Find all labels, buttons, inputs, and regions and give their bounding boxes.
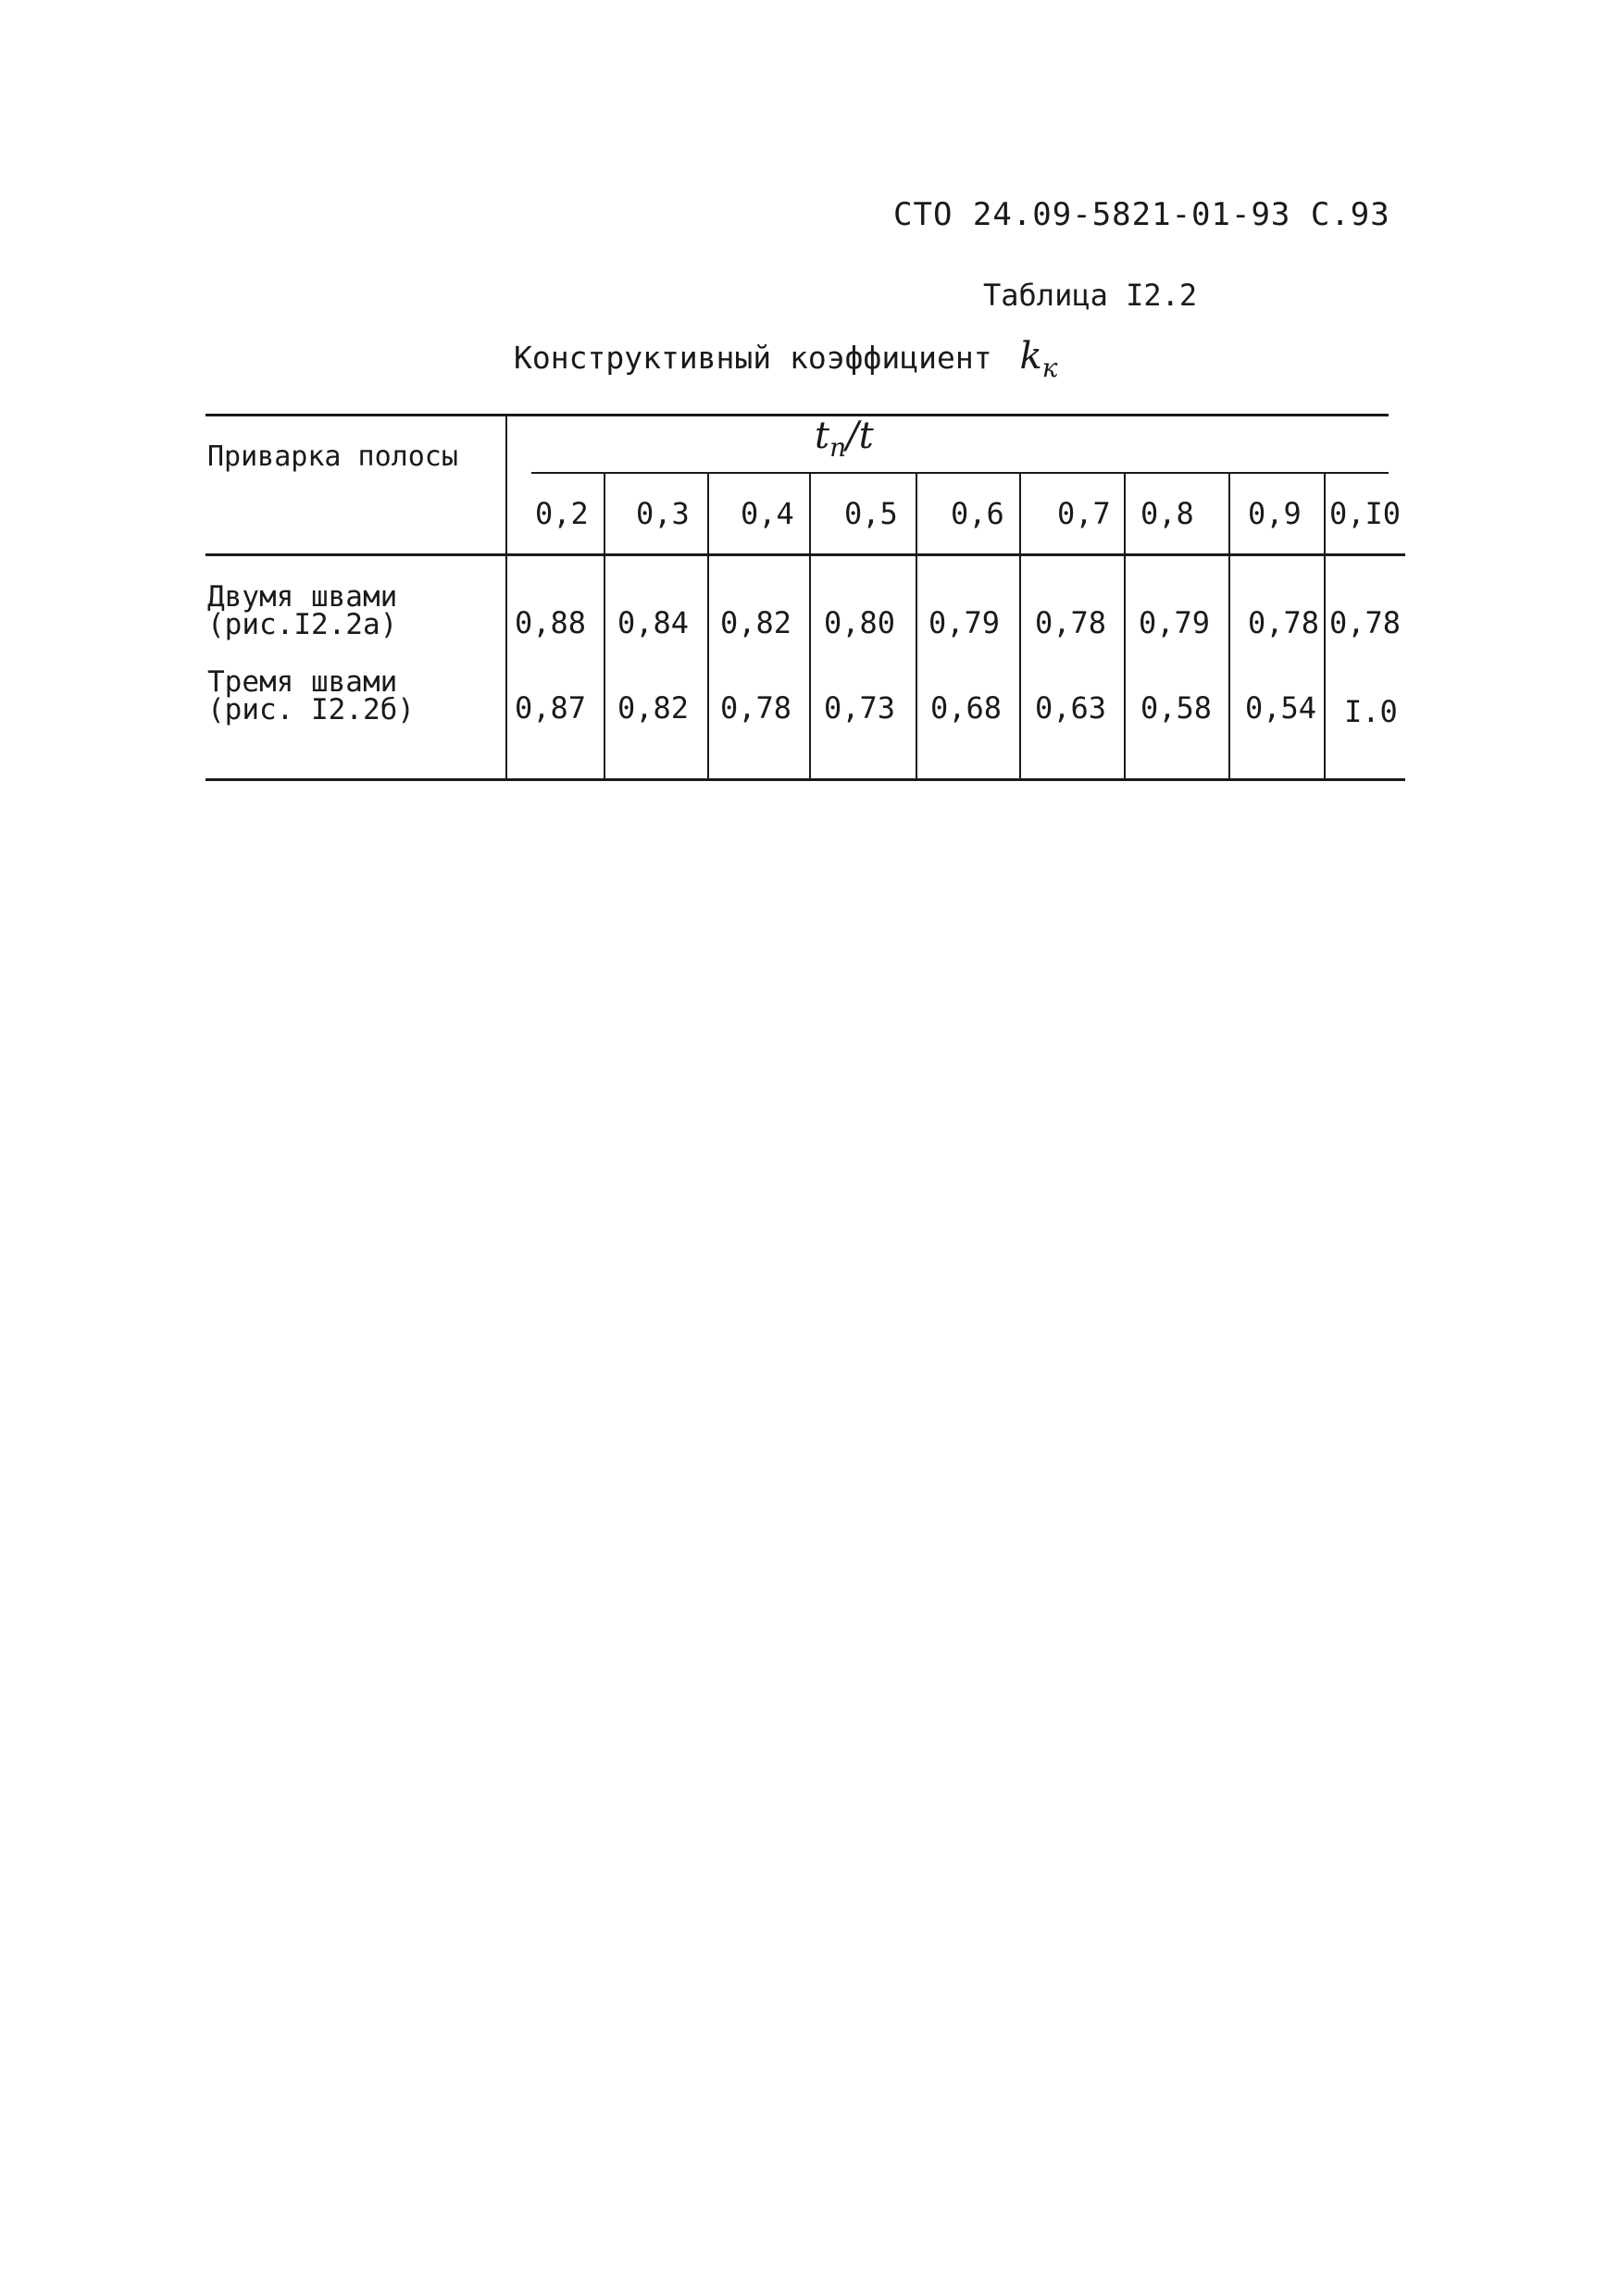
column-rule [1228, 472, 1230, 780]
column-rule [1019, 472, 1021, 780]
column-header: 0,8 [1140, 496, 1194, 531]
table-cell: 0,78 [1329, 605, 1402, 640]
column-header: 0,6 [951, 496, 1004, 531]
table-cell: 0,88 [515, 605, 587, 640]
table-top-rule [206, 414, 1389, 416]
corner-header: Приварка полосы [207, 441, 458, 473]
param-denominator: /t [846, 415, 874, 457]
param-header [815, 415, 874, 463]
row-label-line: (рис.I2.2а) [207, 608, 398, 641]
table-cell: 0,79 [928, 605, 1001, 640]
label-column-rule [505, 414, 507, 780]
table-cell: 0,54 [1245, 690, 1317, 726]
column-rule [604, 472, 605, 780]
row-label-line: Двумя швами [207, 580, 398, 614]
param-numerator: t [815, 415, 830, 457]
coefficient-letter: k [1019, 335, 1042, 378]
row-label-line: Тремя швами [207, 665, 398, 699]
coefficient-subscript: к [1041, 353, 1058, 383]
row-label-line: (рис. I2.2б) [207, 693, 415, 726]
column-header: 0,7 [1057, 496, 1111, 531]
table-cell: 0,84 [617, 605, 690, 640]
column-header: 0,3 [636, 496, 690, 531]
column-rule [809, 472, 811, 780]
header-bottom-rule [206, 553, 1405, 556]
column-header: 0,4 [741, 496, 794, 531]
column-rule [707, 472, 709, 780]
table-cell: 0,73 [824, 690, 896, 726]
document-code: СТО 24.09-5821-01-93 С.93 [893, 196, 1390, 233]
table-number: Таблица I2.2 [983, 278, 1198, 313]
column-rule [1324, 472, 1326, 780]
column-rule [916, 472, 917, 780]
table-title [514, 335, 1057, 383]
table-cell: 0,82 [720, 605, 792, 640]
row-label [207, 580, 398, 641]
table-cell: I.0 [1344, 694, 1398, 729]
table-cell: 0,58 [1140, 690, 1213, 726]
table-cell: 0,87 [515, 690, 587, 726]
coefficient-symbol [1019, 335, 1057, 383]
table-title-text: Конструктивный коэффициент [514, 340, 992, 376]
table-cell: 0,82 [617, 690, 690, 726]
column-header: 0,9 [1248, 496, 1302, 531]
column-header: 0,2 [535, 496, 589, 531]
table-cell: 0,78 [1248, 605, 1320, 640]
table-cell: 0,78 [1035, 605, 1107, 640]
column-header: 0,5 [844, 496, 898, 531]
table-cell: 0,80 [824, 605, 896, 640]
row-label [207, 665, 415, 726]
column-header: 0,I0 [1329, 496, 1402, 531]
table-bottom-rule [206, 778, 1405, 781]
param-header-rule [531, 472, 1389, 474]
table-cell: 0,63 [1035, 690, 1107, 726]
table-cell: 0,68 [930, 690, 1003, 726]
table-cell: 0,79 [1139, 605, 1211, 640]
table-cell: 0,78 [720, 690, 792, 726]
param-subscript: п [829, 432, 847, 463]
column-rule [1124, 472, 1126, 780]
